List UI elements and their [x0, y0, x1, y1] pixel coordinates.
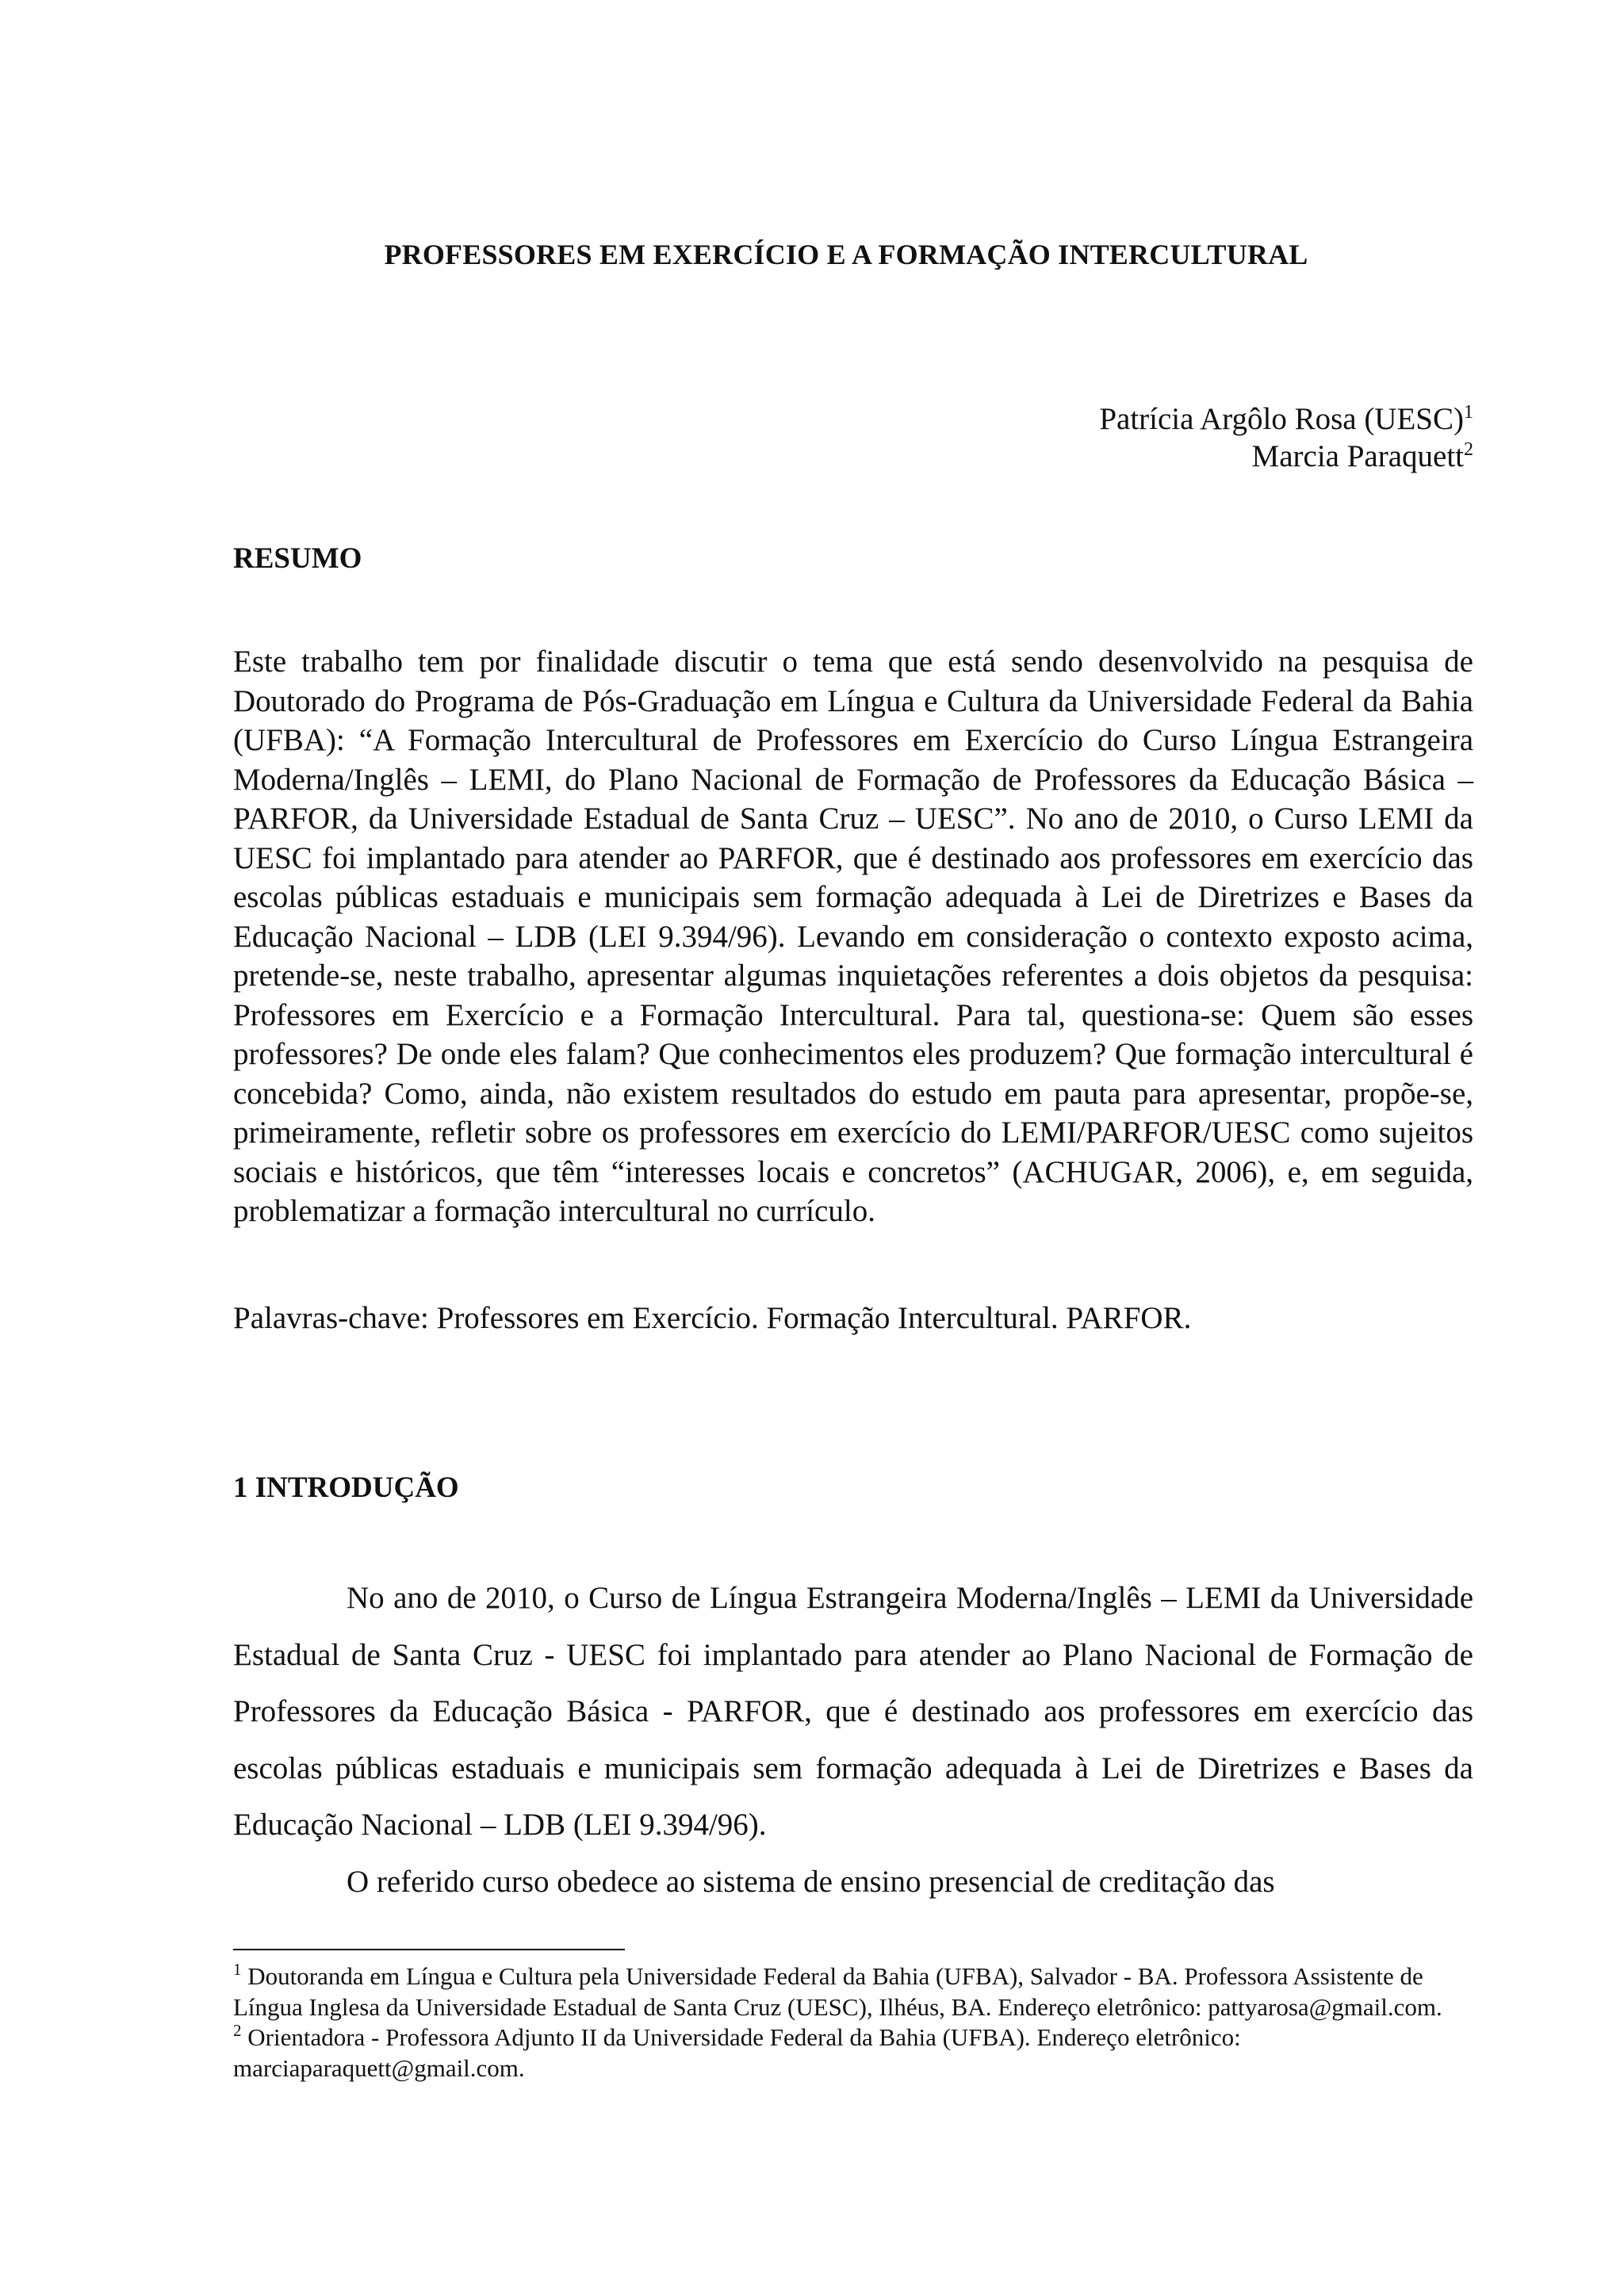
footnote-marker: 1 — [1464, 402, 1473, 423]
author-name: Marcia Paraquett — [1251, 439, 1464, 473]
footnote-marker: 2 — [1464, 439, 1473, 460]
footnote-number: 1 — [233, 1960, 242, 1979]
footnote-divider — [233, 1949, 625, 1950]
keywords-line: Palavras-chave: Professores em Exercício. Formação Intercultural. PARFOR. — [233, 1301, 1192, 1335]
abstract-heading: RESUMO — [233, 542, 362, 575]
footnote — [233, 1961, 1473, 2022]
paragraph: No ano de 2010, o Curso de Língua Estrangeira Moderna/Inglês – LEMI da Universidade Estadual de Santa Cruz - UESC foi implantado para atender ao Plano Nacional de Formação de Professores da Educação Básica - PARFOR, que é destinado aos professores em exercício das escolas públicas estaduais e municipais sem formação adequada à Lei de Diretrizes e Bases da Educação Nacional – LDB (LEI 9.394/96). — [233, 1581, 1473, 1842]
author-line — [1099, 400, 1473, 438]
introduction-body — [233, 1570, 1473, 1910]
paper-title: PROFESSORES EM EXERCÍCIO E A FORMAÇÃO INTERCULTURAL — [384, 239, 1308, 270]
footnote-text: Orientadora - Professora Adjunto II da Universidade Federal da Bahia (UFBA). Endereço eletrônico: marciaparaquett@gmail.com. — [233, 2023, 1241, 2082]
author-block — [1099, 400, 1473, 475]
introduction-heading: 1 INTRODUÇÃO — [233, 1471, 459, 1504]
footnotes — [233, 1961, 1473, 2084]
footnote-number: 2 — [233, 2021, 242, 2040]
abstract-text: Este trabalho tem por finalidade discutir o tema que está sendo desenvolvido na pesquisa de Doutorado do Programa de Pós-Graduação em Língua e Cultura da Universidade Federal da Bahia (UFBA): “A Formação Intercultural de Professores em Exercício do Curso Língua Estrangeira Moderna/Inglês – LEMI, do Plano Nacional de Formação de Professores da Educação Básica – PARFOR, da Universidade Estadual de Santa Cruz – UESC”. No ano de 2010, o Curso LEMI da UESC foi implantado para atender ao PARFOR, que é destinado aos professores em exercício das escolas públicas estaduais e municipais sem formação adequada à Lei de Diretrizes e Bases da Educação Nacional – LDB (LEI 9.394/96). Levando em consideração o contexto exposto acima, pretende-se, neste trabalho, apresentar algumas inquietações referentes a dois objetos da pesquisa: Professores em Exercício e a Formação Intercultural. Para tal, questiona-se: Quem são esses professores? De onde eles falam? Que conhecimentos eles produzem? Que formação intercultural é concebida? Como, ainda, não existem resultados do estudo em pauta para apresentar, propõe-se, primeiramente, refletir sobre os professores em exercício do LEMI/PARFOR/UESC como sujeitos sociais e históricos, que têm “interesses locais e concretos” (ACHUGAR, 2006), e, em seguida, problematizar a formação intercultural no currículo. — [233, 645, 1473, 1228]
author-name: Patrícia Argôlo Rosa (UESC) — [1099, 402, 1464, 436]
footnote-text: Doutoranda em Língua e Cultura pela Universidade Federal da Bahia (UFBA), Salvador - BA. Professora Assistente de Língua Inglesa da Universidade Estadual de Santa Cruz (UESC), Ilhéus, BA. Endereço eletrônico: pattyarosa@gmail.com. — [233, 1962, 1442, 2021]
paragraph: O referido curso obedece ao sistema de ensino presencial de creditação das — [347, 1864, 1275, 1899]
footnote — [233, 2022, 1473, 2084]
author-line — [1099, 438, 1473, 475]
